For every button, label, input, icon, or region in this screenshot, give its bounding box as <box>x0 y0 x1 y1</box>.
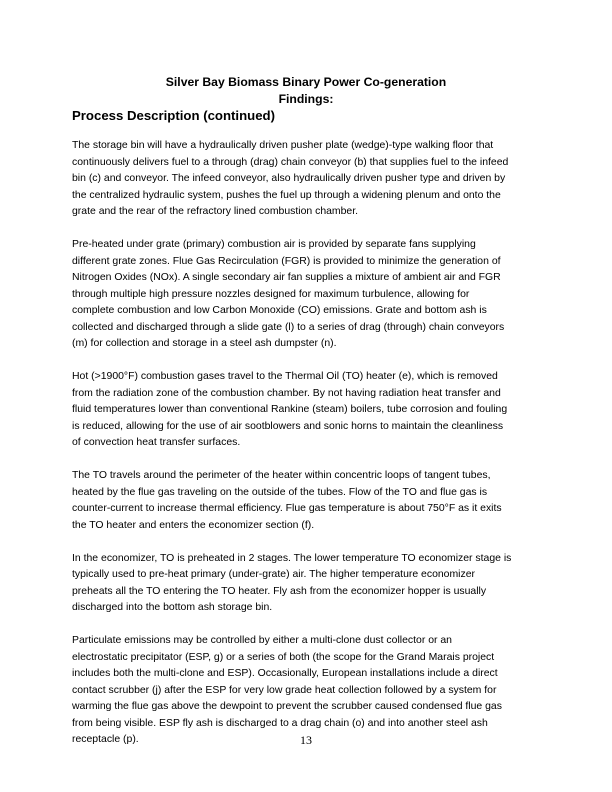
text-line: from the radiation zone of the combustion chamber. By not having radiation heat transfer and <box>72 387 501 399</box>
text-line: receptacle (p). <box>72 734 139 745</box>
text-line: discharged into the bottom ash storage bin. <box>72 602 273 613</box>
paragraph-particulate-emissions <box>72 633 554 749</box>
text-line: is reduced, allowing for the use of air sootblowers and sonic horns to maintain the cleanliness <box>72 420 504 432</box>
text-line: Pre-heated under grate (primary) combustion air is provided by separate fans supplying <box>72 239 476 250</box>
section-heading: Process Description (continued) <box>72 108 275 123</box>
text-line: In the economizer, TO is preheated in 2 stages. The lower temperature TO economizer stage is <box>72 552 512 564</box>
text-line: The storage bin will have a hydraulically driven pusher plate (wedge)-type walking floor that <box>72 140 494 151</box>
text-line: includes both the multi-clone and ESP). Occasionally, European installations include a direct <box>72 668 498 679</box>
text-line: continuously delivers fuel to a through (drag) chain conveyor (b) that supplies fuel to the infeed <box>72 156 509 168</box>
text-line: the TO heater and enters the economizer section (f). <box>72 519 315 531</box>
text-line: counter-current to increase thermal efficiency. Flue gas temperature is about 750°F as it exits <box>72 503 502 514</box>
text-line: of convection heat transfer surfaces. <box>72 437 241 448</box>
paragraph-combustion-gases <box>72 369 554 452</box>
text-line: Hot (>1900°F) combustion gases travel to the Thermal Oil (TO) heater (e), which is removed <box>72 371 498 382</box>
body-text <box>72 138 554 765</box>
text-line: the centralized hydraulic system, pushes the fuel up through a widening plenum and onto the <box>72 189 501 201</box>
text-line: through multiple high pressure nozzles designed for maximum turbulence, allowing for <box>72 288 470 300</box>
text-line: electrostatic precipitator (ESP, g) or a series of both (the scope for the Grand Marais project <box>72 651 495 663</box>
text-line: grate and the rear of the refractory lined combustion chamber. <box>72 206 359 217</box>
text-line: preheats all the TO entering the TO heater. Fly ash from the economizer hopper is usually <box>72 585 487 597</box>
text-line: bin (c) and conveyor. The infeed conveyor, also hydraulically driven pusher type and driven by <box>72 173 506 184</box>
text-line: different grate zones. Flue Gas Recirculation (FGR) is provided to minimize the generation of <box>72 255 501 267</box>
text-line: from being visible. ESP fly ash is discharged to a drag chain (o) and into another steel ash <box>72 717 488 729</box>
text-line: fluid temperatures lower than conventional Rankine (steam) boilers, tube corrosion and fouling <box>72 404 508 415</box>
text-line: contact scrubber (j) after the ESP for very low grade heat collection followed by a system for <box>72 684 497 696</box>
document-title: Silver Bay Biomass Binary Power Co-generation <box>165 75 447 89</box>
text-line: warming the flue gas above the dewpoint to prevent the scrubber caused condensed flue gas <box>72 701 502 712</box>
text-line: Nitrogen Oxides (NOx). A single secondary air fan supplies a mixture of ambient air and FGR <box>72 272 501 283</box>
text-line: Particulate emissions may be controlled by either a multi-clone dust collector or an <box>72 635 452 646</box>
text-line: collected and discharged through a slide gate (l) to a series of drag (through) chain conveyors <box>72 321 505 333</box>
paragraph-combustion-air <box>72 237 554 353</box>
text-line: complete combustion and low Carbon Monoxide (CO) emissions. Grate and bottom ash is <box>72 305 487 316</box>
text-line: (m) for collection and storage in a steel ash dumpster (n). <box>72 338 337 349</box>
text-line: typically used to pre-heat primary (under-grate) air. The higher temperature economizer <box>72 569 475 580</box>
text-line: The TO travels around the perimeter of the heater within concentric loops of tangent tubes, <box>72 470 491 481</box>
text-line: heated by the flue gas traveling on the outside of the tubes. Flow of the TO and flue gas is <box>72 486 488 498</box>
document-subtitle: Findings: <box>278 92 334 106</box>
page-number: 13 <box>300 733 312 747</box>
paragraph-economizer <box>72 551 554 617</box>
paragraph-to-travel <box>72 468 554 534</box>
paragraph-storage-bin <box>72 138 554 221</box>
